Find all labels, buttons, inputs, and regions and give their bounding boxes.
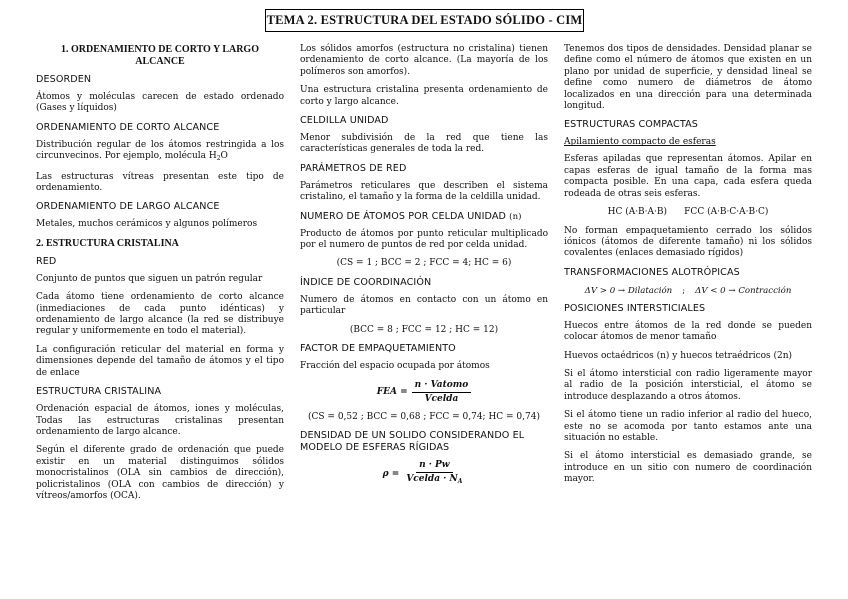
compactas-heading: ESTRUCTURAS COMPACTAS	[564, 119, 698, 131]
intersticiales-paragraph-1: Huecos entre átomos de la red donde se pueden colocar átomos de menor tamaño	[564, 320, 812, 343]
dilatacion-equation: ΔV > 0 → Dilatación	[584, 285, 673, 296]
red-paragraph-2: Cada átomo tiene ordenamiento de corto alcance (inmediaciones de cada punto idénticas) y ordenamiento de largo alcance (la red se distribuye regular y uniformemente en todo el material).	[36, 292, 284, 337]
fea-formula	[300, 380, 548, 405]
coordinacion-paragraph: Numero de átomos en contacto con un átomo en particular	[300, 294, 548, 317]
amorfos-paragraph: Los sólidos amorfos (estructura no cristalina) tienen ordenamiento de corto alcance. (La mayoría de los polímeros son amorfos).	[300, 44, 548, 77]
estructura-cristalina-paragraph-2: Según el diferente grado de ordenación que puede existir en un material distinguimos sólidos monocristalinos (OLA sin cambios de dirección), policristalinos (OLA con cambios de dirección) y vítreos/amorfos (OCA).	[36, 445, 284, 501]
column-3	[564, 44, 812, 493]
apilamiento-sequences: HC (A·B·A·B) FCC (A·B·C·A·B·C)	[607, 207, 769, 218]
intersticiales-paragraph-5: Si el átomo intersticial es demasiado grande, se introduce en un sitio con numero de coordinación mayor.	[564, 451, 812, 485]
section-2-heading: 2. ESTRUCTURA CRISTALINA	[36, 237, 179, 249]
intersticiales-paragraph-3: Si el átomo intersticial con radio ligeramente mayor al radio de la posición intersticial, el átomo se introduce desplazando a otros átomos.	[564, 369, 812, 402]
contraccion-equation: ΔV < 0 → Contracción	[695, 285, 792, 296]
largo-alcance-heading: ORDENAMIENTO DE LARGO ALCANCE	[36, 201, 220, 213]
parametros-paragraph: Parámetros reticulares que describen el sistema cristalino, el tamaño y la forma de la celdilla unidad.	[300, 180, 548, 203]
parametros-heading: PARÁMETROS DE RED	[300, 162, 407, 174]
empaquetamiento-paragraph: Fracción del espacio ocupada por átomos	[300, 361, 490, 372]
empaquetamiento-heading: FACTOR DE EMPAQUETAMIENTO	[300, 343, 456, 355]
estructura-cristalina-heading: ESTRUCTURA CRISTALINA	[36, 386, 162, 398]
fea-fraction	[412, 380, 472, 405]
fea-denominator: Vcelda	[424, 393, 459, 404]
densidad-formula	[300, 460, 548, 487]
densidad-heading: DENSIDAD DE UN SOLIDO CONSIDERANDO EL MODELO DE ESFERAS RÍGIDAS	[300, 430, 525, 454]
coordinacion-values: (BCC = 8 ; FCC = 12 ; HC = 12)	[349, 324, 499, 335]
numero-atomos-values: (CS = 1 ; BCC = 2 ; FCC = 4; HC = 6)	[336, 258, 512, 269]
densidad-paragraph: Tenemos dos tipos de densidades. Densidad planar se define como el número de átomos que existen en un plano por unidad de superficie, y densidad lineal se define como numero de diámetros de átomo localizados en una dirección para una determinada longitud.	[564, 44, 812, 112]
apilamiento-paragraph: Esferas apiladas que representan átomos. Apilar en capas esferas de igual tamaño de la forma mas compacta posible. En una capa, cada esfera queda rodeada de otras seis esferas.	[564, 154, 812, 199]
corto-alcance-paragraph-1: Distribución regular de los átomos restringida a los circunvecinos. Por ejemplo, molécula $H_2O$	[36, 139, 284, 163]
rho-denominator: Vcelda · $N_A$	[406, 474, 463, 486]
column-2	[300, 44, 548, 494]
numero-atomos-paragraph: Producto de átomos por punto reticular multiplicado por el numero de puntos de red por celda unidad.	[300, 228, 548, 251]
numero-atomos-heading: NUMERO DE ÁTOMOS POR CELDA UNIDAD (n)	[300, 210, 522, 222]
coordinacion-heading: ÍNDICE DE COORDINACIÓN	[300, 276, 432, 288]
apilamiento-paragraph-2: No forman empaquetamiento cerrado los sólidos iónicos (átomos de diferente tamaño) ni los sólidos covalentes (enlaces demasiado rígidos)	[564, 225, 812, 259]
fea-numerator: n · Vatomo	[412, 380, 472, 393]
red-paragraph-1: Conjunto de puntos que siguen un patrón regular	[36, 273, 263, 284]
intersticiales-paragraph-2: Huevos octaédricos (n) y huecos tetraédricos (2n)	[564, 350, 793, 361]
largo-alcance-paragraph: Metales, muchos cerámicos y algunos polímeros	[36, 219, 258, 230]
intersticiales-paragraph-4: Si el átomo tiene un radio inferior al radio del hueco, este no se acomoda por tanto estamos ante una situación no estable.	[564, 410, 812, 444]
document-title: TEMA 2. ESTRUCTURA DEL ESTADO SÓLIDO - CIM	[265, 9, 584, 32]
apilamiento-subheading: Apilamiento compacto de esferas	[564, 137, 716, 148]
cristal-paragraph: Una estructura cristalina presenta ordenamiento de corto y largo alcance.	[300, 85, 548, 107]
red-paragraph-3: La configuración reticular del material en forma y dimensiones depende del tamaño de átomos y el tipo de enlace	[36, 344, 284, 378]
corto-alcance-paragraph-2: Las estructuras vítreas presentan este tipo de ordenamiento.	[36, 171, 284, 194]
alotropicas-heading: TRANSFORMACIONES ALOTRÓPICAS	[564, 266, 740, 278]
desorden-paragraph: Átomos y moléculas carecen de estado ordenado (Gases y líquidos)	[36, 92, 284, 114]
column-1	[36, 44, 284, 509]
estructura-cristalina-paragraph-1: Ordenación espacial de átomos, iones y moléculas, Todas las estructuras cristalinas presentan ordenamiento de largo alcance.	[36, 404, 284, 437]
corto-alcance-heading: ORDENAMIENTO DE CORTO ALCANCE	[36, 121, 220, 133]
alotropicas-equations	[564, 285, 812, 297]
empaquetamiento-values: (CS = 0,52 ; BCC = 0,68 ; FCC = 0,74; HC = 0,74)	[308, 411, 540, 422]
section-1-heading: 1. ORDENAMIENTO DE CORTO Y LARGO ALCANCE	[60, 44, 259, 67]
celdilla-paragraph: Menor subdivisión de la red que tiene las características generales de toda la red.	[300, 133, 548, 155]
fea-lhs: FEA =	[376, 387, 408, 398]
rho-fraction	[403, 460, 465, 487]
rho-lhs: ρ =	[382, 468, 400, 479]
red-heading: RED	[36, 255, 57, 267]
celdilla-heading: CELDILLA UNIDAD	[300, 115, 389, 127]
rho-numerator: n · Pw	[416, 460, 452, 473]
equation-separator: ;	[682, 285, 686, 296]
desorden-heading: DESORDEN	[36, 74, 92, 85]
intersticiales-heading: POSICIONES INTERSTICIALES	[564, 302, 706, 314]
